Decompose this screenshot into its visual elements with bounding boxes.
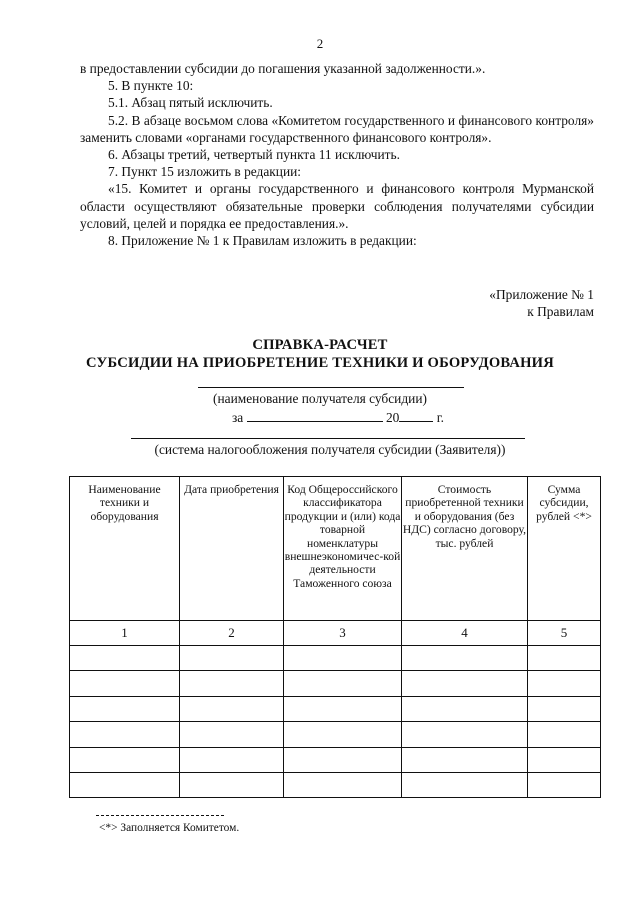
period-line — [232, 408, 444, 426]
table-cell — [180, 747, 284, 772]
table-cell — [180, 671, 284, 696]
table-header-row — [70, 477, 601, 621]
tax-system-line — [131, 438, 525, 439]
paragraph-item-8: 8. Приложение № 1 к Правилам изложить в редакции: — [108, 233, 417, 249]
header-equipment-name: Наименование техники и оборудования — [70, 477, 180, 621]
appendix-reference — [489, 286, 594, 320]
table-row — [70, 772, 601, 797]
table-cell — [402, 747, 528, 772]
recipient-name-line — [198, 387, 464, 388]
appendix-line-1: «Приложение № 1 — [489, 287, 594, 302]
table-cell — [528, 696, 601, 721]
period-suffix: г. — [436, 410, 445, 425]
paragraph-item-15-quote: «15. Комитет и органы государственного и финансового контроля Мурманской области осуществляют обязательные проверки соблюдения получателями субсидии условий, целей и порядка ее предоставления.». — [80, 181, 594, 231]
table-cell — [528, 747, 601, 772]
period-blank — [247, 408, 383, 422]
header-subsidy-amount: Сумма субсидии, рублей <*> — [528, 477, 601, 621]
column-number: 3 — [284, 621, 402, 646]
table-cell — [70, 747, 180, 772]
column-number: 2 — [180, 621, 284, 646]
table-cell — [284, 671, 402, 696]
title-line-1: СПРАВКА-РАСЧЕТ — [252, 337, 388, 353]
footnote-separator — [96, 815, 224, 816]
header-classifier-code: Код Общероссийского классификатора продукции и (или) кода товарной номенклатуры внешнеэкономичес-кой деятельности Таможенного союза — [284, 477, 402, 621]
table-row — [70, 696, 601, 721]
header-purchase-date: Дата приобретения — [180, 477, 284, 621]
appendix-line-2: к Правилам — [527, 304, 594, 319]
body-text — [80, 60, 594, 249]
table-row — [70, 722, 601, 747]
table-cell — [70, 696, 180, 721]
paragraph-item-5-1: 5.1. Абзац пятый исключить. — [108, 95, 273, 111]
table-cell — [284, 696, 402, 721]
title-line-2: СУБСИДИИ НА ПРИОБРЕТЕНИЕ ТЕХНИКИ И ОБОРУДОВАНИЯ — [86, 355, 554, 371]
table-cell — [284, 747, 402, 772]
table-empty-rows — [70, 646, 601, 798]
table-cell — [528, 671, 601, 696]
table-cell — [402, 772, 528, 797]
header-equipment-cost: Стоимость приобретенной техники и оборудования (без НДС) согласно договору, тыс. рублей — [402, 477, 528, 621]
table-cell — [70, 671, 180, 696]
table-cell — [528, 772, 601, 797]
period-year-prefix: 20 — [385, 410, 400, 425]
table-cell — [284, 722, 402, 747]
calculation-table — [69, 476, 601, 798]
table-cell — [180, 772, 284, 797]
tax-system-caption: (система налогообложения получателя субсидии (Заявителя)) — [154, 442, 506, 457]
table-cell — [402, 671, 528, 696]
period-prefix: за — [232, 410, 244, 425]
table-cell — [402, 646, 528, 671]
table-cell — [70, 722, 180, 747]
column-number: 5 — [528, 621, 601, 646]
paragraph-continuation: в предоставлении субсидии до погашения указанной задолженности.». — [80, 61, 486, 76]
table-cell — [402, 722, 528, 747]
paragraph-item-7: 7. Пункт 15 изложить в редакции: — [108, 164, 302, 180]
table-row — [70, 671, 601, 696]
paragraph-item-5-2: 5.2. В абзаце восьмом слова «Комитетом государственного и финансового контроля» заменить словами «органами государственного финансового контроля». — [80, 112, 594, 145]
table-cell — [528, 646, 601, 671]
page-number: 2 — [316, 36, 324, 51]
table-cell — [180, 646, 284, 671]
table-cell — [70, 772, 180, 797]
table-cell — [284, 772, 402, 797]
table-row — [70, 747, 601, 772]
table-cell — [180, 722, 284, 747]
column-number: 1 — [70, 621, 180, 646]
document-title — [0, 336, 640, 372]
table-cell — [70, 646, 180, 671]
recipient-caption: (наименование получателя субсидии) — [213, 391, 427, 406]
table-column-number-row — [70, 621, 601, 646]
paragraph-item-5: 5. В пункте 10: — [108, 78, 194, 94]
paragraph-item-6: 6. Абзацы третий, четвертый пункта 11 исключить. — [108, 147, 400, 163]
year-blank — [399, 408, 433, 422]
table-cell — [528, 722, 601, 747]
table-cell — [284, 646, 402, 671]
footnote: <*> Заполняется Комитетом. — [99, 822, 240, 834]
column-number: 4 — [402, 621, 528, 646]
table-cell — [180, 696, 284, 721]
table-row — [70, 646, 601, 671]
table-cell — [402, 696, 528, 721]
